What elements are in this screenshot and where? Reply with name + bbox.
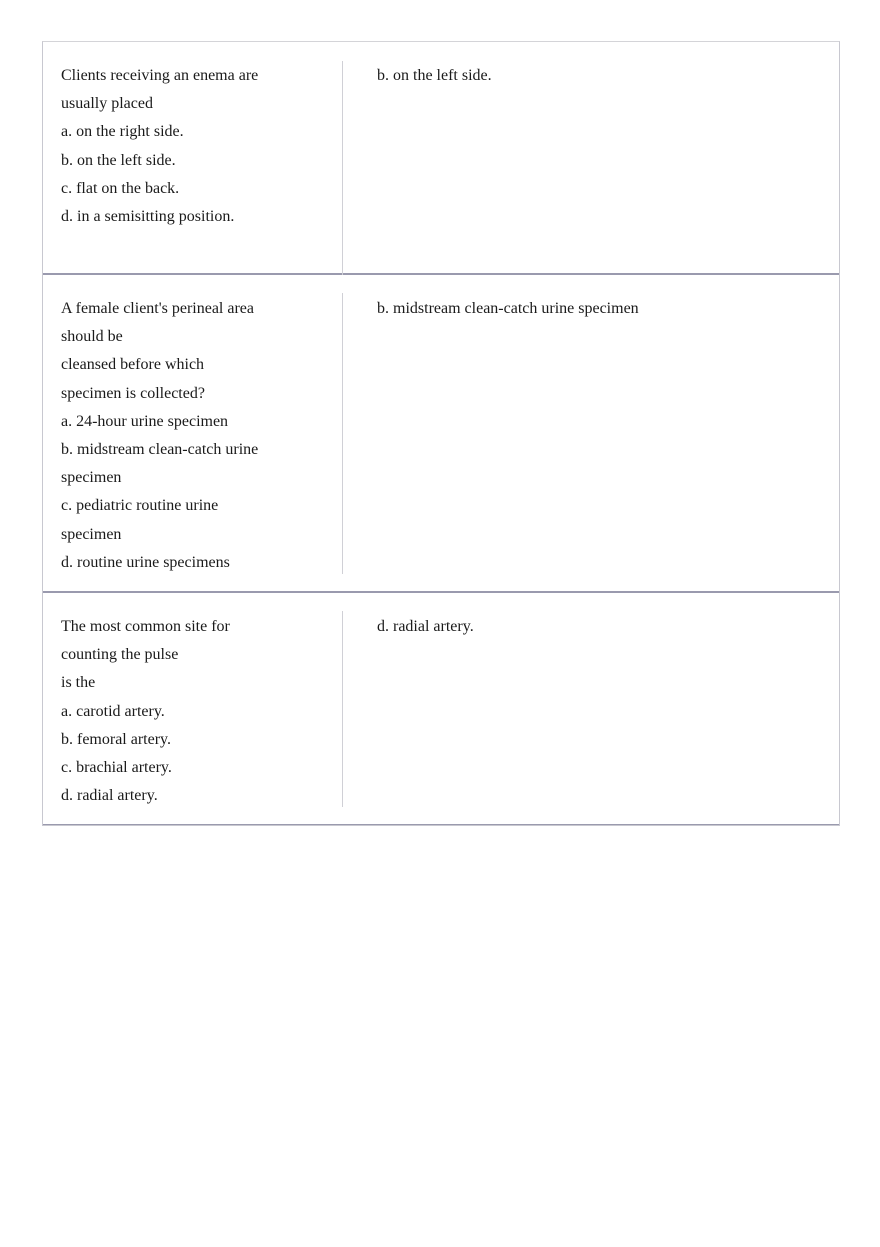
term-line: counting the pulse [61,646,179,664]
definition-text: b. on the left side. [377,67,492,84]
flashcard-table [42,41,840,826]
term-line: specimen [61,525,122,543]
flashcard-definition [343,42,839,273]
flashcard-term [43,293,343,574]
term-line: c. flat on the back. [61,179,180,197]
term-line: a. 24-hour urine specimen [61,412,229,430]
term-line: specimen [61,469,122,487]
term-line: should be [61,328,123,346]
flashcard-row [43,593,839,825]
term-line: c. pediatric routine urine [61,497,219,515]
term-line: b. femoral artery. [61,730,172,748]
term-line: usually placed [61,95,153,113]
term-line: a. carotid artery. [61,702,165,720]
flashcard-term [43,611,343,807]
definition-text: b. midstream clean-catch urine specimen [377,300,639,317]
term-line: a. on the right side. [61,123,184,141]
flashcard-definition [343,275,839,591]
term-line: cleansed before which [61,356,205,374]
term-line: d. radial artery. [61,787,158,805]
term-line: The most common site for [61,618,230,635]
term-line: b. on the left side. [61,151,176,169]
term-line: c. brachial artery. [61,759,172,777]
term-line: A female client's perineal area [61,300,254,317]
term-line: Clients receiving an enema are [61,67,259,84]
term-line: d. in a semisitting position. [61,208,235,226]
definition-text: d. radial artery. [377,618,474,635]
flashcard-row [43,275,839,593]
flashcard-row [43,42,839,275]
flashcard-term [43,61,343,275]
term-line: specimen is collected? [61,384,205,402]
flashcard-definition [343,593,839,824]
term-line: is the [61,674,96,692]
term-line: b. midstream clean-catch urine [61,441,259,459]
term-line: d. routine urine specimens [61,553,230,571]
